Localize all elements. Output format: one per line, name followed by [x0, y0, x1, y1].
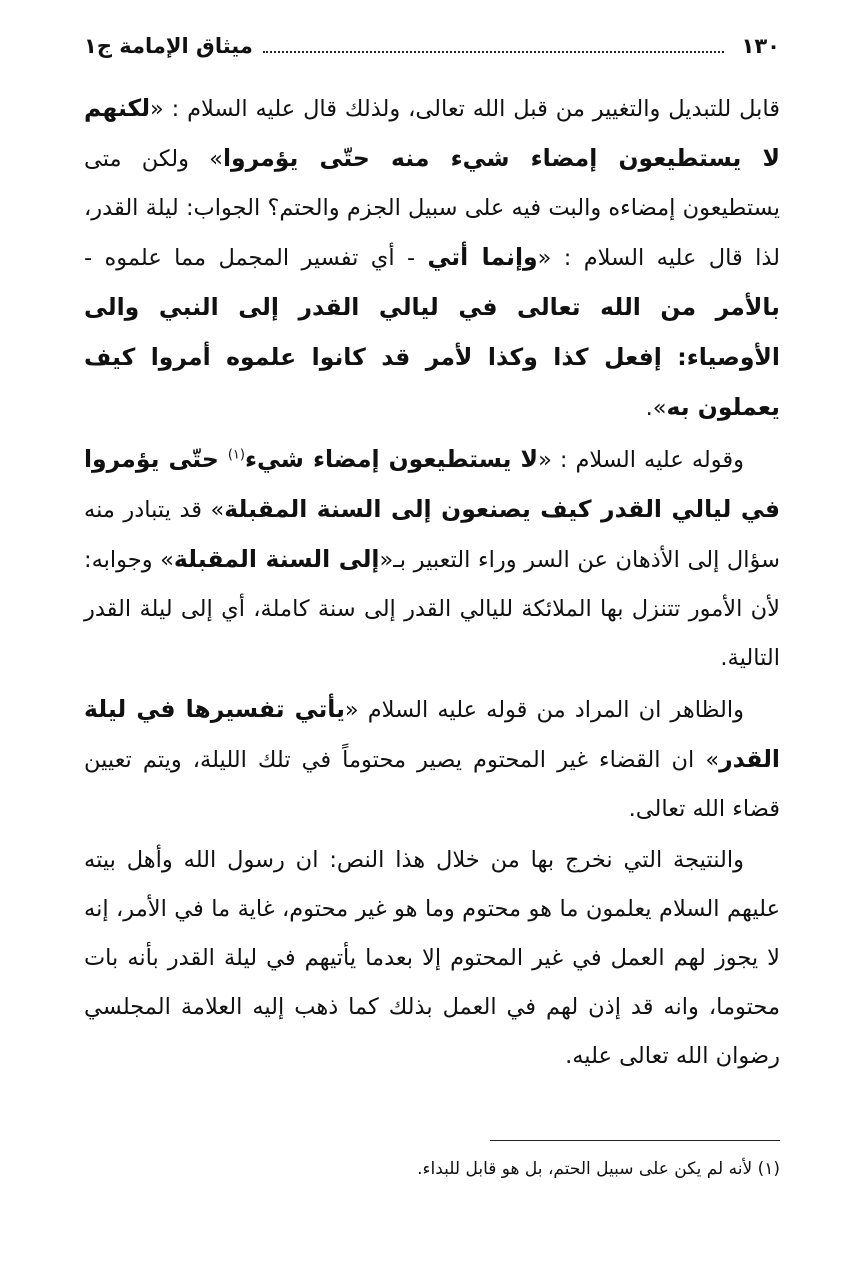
body-text: والظاهر ان المراد من قوله عليه السلام «: [344, 697, 744, 723]
paragraph-3: [84, 685, 780, 834]
footnote-separator: [490, 1140, 780, 1141]
bold-quote-text: بالأمر من الله تعالى في ليالي القدر إلى النبي والى الأوصياء: إفعل كذا وكذا لأمر قد كانوا علموه أمروا كيف يعملون به: [84, 293, 780, 421]
paragraph-1: [84, 84, 780, 433]
bold-quote-text: يأتي تفسيرها في ليلة القدر: [84, 695, 780, 773]
bold-quote-text: لا يستطيعون إمضاء شيء: [244, 445, 539, 473]
body-text: » وجوابه: لأن الأمور تتنزل بها الملائكة لليالي القدر إلى سنة كاملة، أي إلى ليلة القدر التالية.: [84, 547, 780, 671]
running-title: ميثاق الإمامة ج١: [84, 34, 253, 58]
body-text: قابل للتبديل والتغيير من قبل الله تعالى، ولذلك قال عليه السلام : «: [150, 96, 780, 122]
page-body: [84, 84, 780, 1083]
body-text: » قد يتبادر منه سؤال إلى الأذهان عن السر وراء التعبير بـ«: [84, 497, 780, 573]
page-number: ١٣٠: [741, 34, 780, 58]
header-dotted-leader: [263, 37, 724, 53]
book-page: [84, 28, 780, 1228]
body-text: - أي تفسير المجمل مما علموه -: [84, 245, 428, 271]
body-text: » ان القضاء غير المحتوم يصير محتوماً في تلك الليلة، ويتم تعيين قضاء الله تعالى.: [84, 747, 780, 822]
footnote: (١) لأنه لم يكن على سبيل الحتم، بل هو قابل للبداء.: [417, 1159, 780, 1179]
bold-quote-text: إلى السنة المقبلة: [173, 545, 380, 573]
bold-quote-text: وإنما أتي: [427, 243, 538, 271]
body-text: ».: [645, 395, 667, 421]
body-text: » ولكن متى يستطيعون إمضاءه والبت فيه على سبيل الجزم والحتم؟ الجواب: ليلة القدر، لذا قال عليه السلام : «: [84, 146, 780, 271]
bold-quote-text: لكنهم لا يستطيعون إمضاء شيء منه حتّى يؤمروا: [84, 94, 780, 172]
body-text: وقوله عليه السلام : «: [538, 447, 744, 473]
running-header: [84, 34, 780, 64]
paragraph-4: [84, 836, 780, 1081]
paragraph-2: [84, 435, 780, 683]
body-text: والنتيجة التي نخرج بها من خلال هذا النص: ان رسول الله وأهل بيته عليهم السلام يعلمون ما هو محتوم وما هو غير محتوم، غاية ما في الأمر، إنه لا يجوز لهم العمل في غير المحتوم إلا بعدما يأتيهم في ليلة القدر بأنه بات محتوما، وانه قد إذن لهم في العمل بذلك كما ذهب إليه العلامة المجلسي رضوان الله تعالى عليه.: [84, 847, 780, 1069]
bold-quote-text: حتّى يؤمروا في ليالي القدر كيف يصنعون إلى السنة المقبلة: [84, 445, 780, 523]
footnote-marker: (١): [227, 447, 245, 463]
